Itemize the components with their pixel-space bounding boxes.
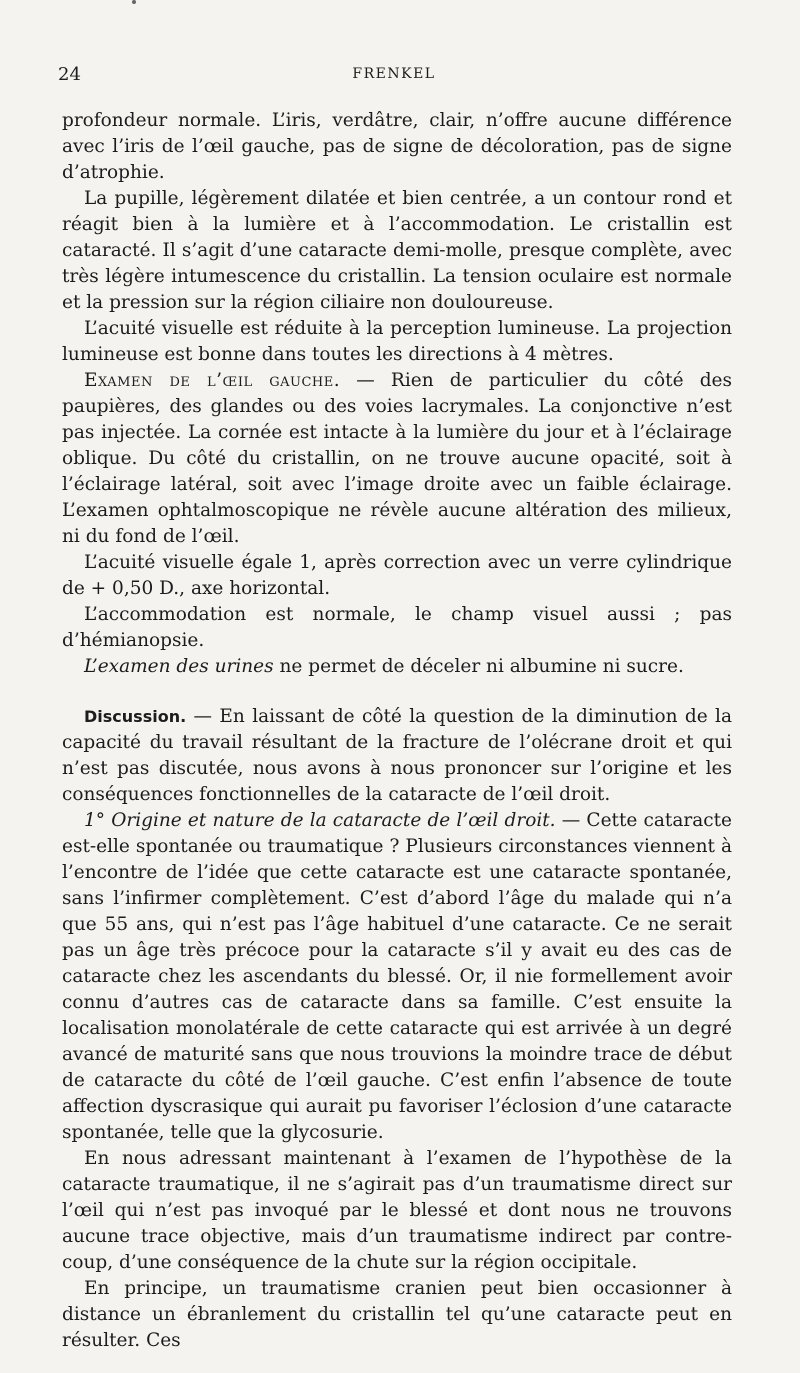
paragraph-5: L’acuité visuelle égale 1, après correction avec un verre cylindrique de + 0,50 D., axe horizontal. bbox=[62, 552, 732, 599]
body-text bbox=[62, 108, 732, 1354]
discussion-text: — En laissant de côté la question de la diminution de la capacité du travail résultant de la fracture de l’olécrane droit et qui n’est pas discutée, nous avons à nous prononcer sur l’origine et les conséquences fonctionnelles de la cataracte de l’œil droit. bbox=[62, 706, 732, 805]
page-header bbox=[58, 64, 730, 88]
urine-exam-label: L’examen des urines bbox=[84, 656, 274, 677]
discussion-heading: Discussion. bbox=[84, 707, 187, 726]
paragraph-4-text: — Rien de particulier du côté des paupières, des glandes ou des voies lacrymales. La conjonctive n’est pas injectée. La cornée est intacte à la lumière du jour et à l’éclairage oblique. Du côté du cristallin, on ne trouve aucune opacité, soit à l’éclairage latéral, soit avec l’image droite avec un faible éclairage. L’examen ophtalmoscopique ne révèle aucune altération des milieux, ni du fond de l’œil. bbox=[62, 370, 732, 547]
page-number: 24 bbox=[58, 64, 81, 85]
paragraph-4 bbox=[62, 368, 732, 550]
paragraph-2: La pupille, légèrement dilatée et bien centrée, a un contour rond et réagit bien à la lumière et à l’accommodation. Le cristallin est cataracté. Il s’agit d’une cataracte demi-molle, presque complète, avec très légère intumescence du cristallin. La tension oculaire est normale et la pression sur la région ciliaire non douloureuse. bbox=[62, 188, 732, 313]
section-label-left-eye: Examen de l’œil gauche. bbox=[84, 370, 341, 391]
paragraph-3: L’acuité visuelle est réduite à la perception lumineuse. La projection lumineuse est bonne dans toutes les directions à 4 mètres. bbox=[62, 318, 732, 365]
speck bbox=[132, 0, 136, 4]
paragraph-6: L’accommodation est normale, le champ visuel aussi ; pas d’hémianopsie. bbox=[62, 604, 732, 651]
paragraph-11: En principe, un traumatisme cranien peut bien occasionner à distance un ébranlement du cristallin tel qu’une cataracte peut en résulter. Ces bbox=[62, 1278, 732, 1351]
running-head: FRENKEL bbox=[352, 66, 436, 82]
paragraph-7-text: ne permet de déceler ni albumine ni sucre. bbox=[273, 656, 684, 677]
origin-subheading: 1° Origine et nature de la cataracte de l’œil droit. bbox=[84, 810, 556, 831]
paragraph-origin bbox=[62, 808, 732, 1146]
origin-text: — Cette cataracte est-elle spontanée ou traumatique ? Plusieurs circonstances viennent à l’encontre de l’idée que cette cataracte est une cataracte spontanée, sans l’infirmer complètement. C’est d’abord l’âge du malade qui n’a que 55 ans, qui n’est pas l’âge habituel d’une cataracte. Ce ne serait pas un âge très précoce pour la cataracte s’il y avait eu des cas de cataracte chez les ascendants du blessé. Or, il nie formellement avoir connu d’autres cas de cataracte dans sa famille. C’est ensuite la localisation monolatérale de cette cataracte qui est arrivée à un degré avancé de maturité sans que nous trouvions la moindre trace de début de cataracte du côté de l’œil gauche. C’est enfin l’absence de toute affection dyscrasique qui aurait pu favoriser l’éclosion d’une cataracte spontanée, telle que la glycosurie. bbox=[62, 810, 732, 1143]
paragraph-10: En nous adressant maintenant à l’examen de l’hypothèse de la cataracte traumatique, il ne s’agirait pas d’un traumatisme direct sur l’œil qui n’est pas invoqué par le blessé et dont nous ne trouvons aucune trace objective, mais d’un traumatisme indirect par contre-coup, d’une conséquence de la chute sur la région occipitale. bbox=[62, 1148, 732, 1273]
paragraph-1: profondeur normale. L’iris, verdâtre, clair, n’offre aucune différence avec l’iris de l’œil gauche, pas de signe de décoloration, pas de signe d’atrophie. bbox=[62, 110, 732, 183]
paragraph-7 bbox=[62, 654, 732, 680]
paragraph-discussion bbox=[62, 704, 732, 808]
